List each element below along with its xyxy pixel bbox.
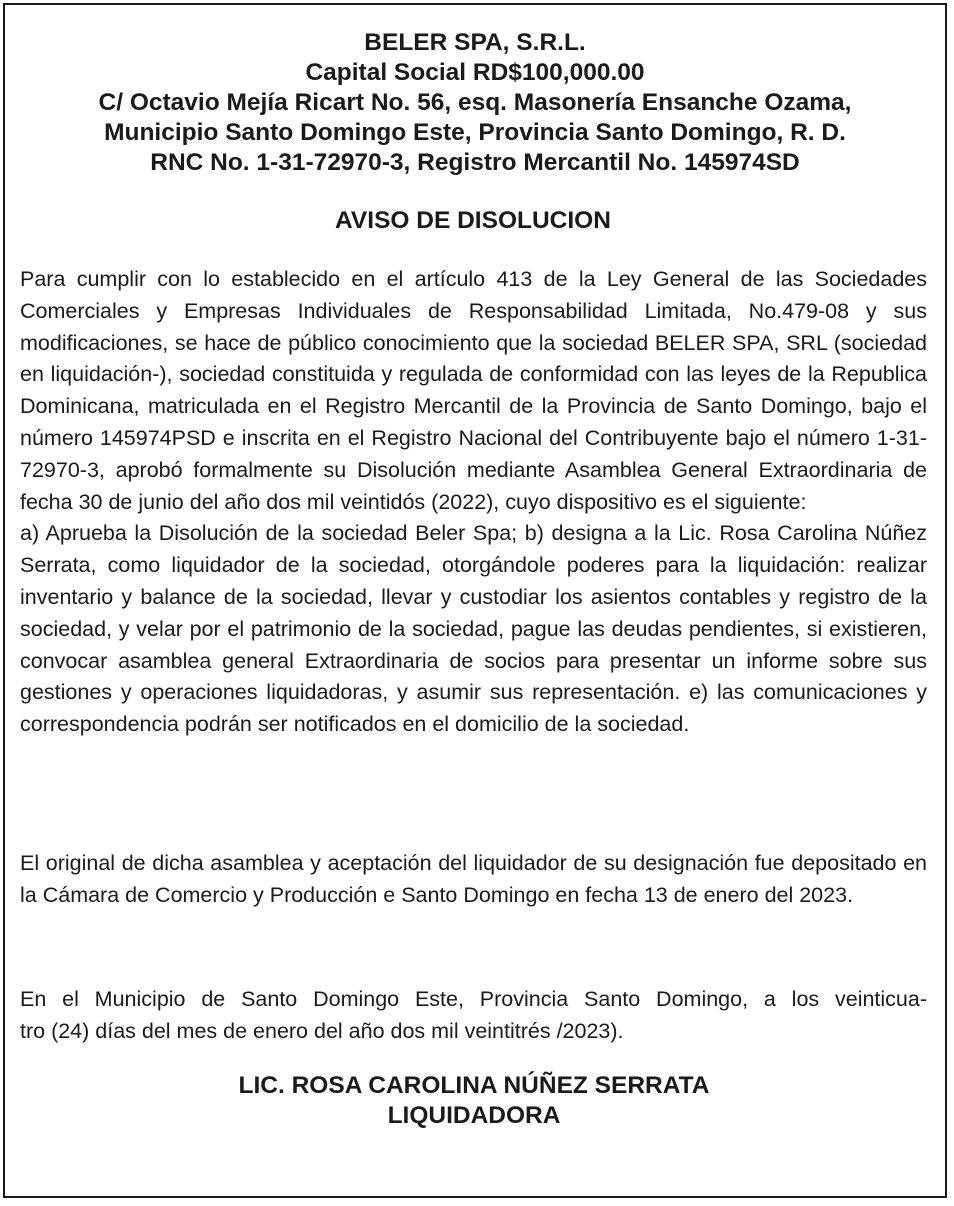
company-name: BELER SPA, S.R.L. bbox=[364, 29, 586, 56]
company-address-line1: C/ Octavio Mejía Ricart No. 56, esq. Masonería Ensanche Ozama, bbox=[98, 89, 852, 116]
paragraph-closing-line1: En el Municipio de Santo Domingo Este, Provincia Santo Domingo, a los veinticua- bbox=[20, 987, 927, 1011]
body-paragraph-1 bbox=[20, 264, 927, 741]
company-capital: Capital Social RD$100,000.00 bbox=[305, 59, 645, 86]
notice-title: AVISO DE DISOLUCION bbox=[335, 207, 611, 234]
paragraph-closing-line2: tro (24) días del mes de enero del año dos mil veintitrés /2023). bbox=[20, 1019, 624, 1043]
company-registry: RNC No. 1-31-72970-3, Registro Mercantil No. 145974SD bbox=[150, 149, 800, 176]
signature-block bbox=[0, 1071, 948, 1131]
paragraph-intro: Para cumplir con lo establecido en el artículo 413 de la Ley General de las Sociedades Comerciales y Empresas Individuales de Responsabilidad Limitada, No.479-08 y sus modificaciones, se hace de público conocimiento que la sociedad BELER SPA, SRL (sociedad en liquidación-), sociedad constituida y regulada de conformidad con las leyes de la Republica Dominicana, matriculada en el Registro Mercantil de la Provincia de Santo Domingo, bajo el número 145974PSD e inscrita en el Registro Nacional del Contribuyente bajo el número 1-31-72970-3, aprobó formalmente su Disolución mediante Asamblea General Extraordinaria de fecha 30 de junio del año dos mil veintidós (2022), cuyo dispositivo es el siguiente: bbox=[20, 267, 927, 514]
signatory-name: LIC. ROSA CAROLINA NÚÑEZ SERRATA bbox=[238, 1072, 710, 1099]
body-paragraph-2: El original de dicha asamblea y aceptación del liquidador de su designación fue depositado en la Cámara de Comercio y Producción e Santo Domingo en fecha 13 de enero del 2023. bbox=[20, 851, 927, 907]
paragraph-resolutions: a) Aprueba la Disolución de la sociedad Beler Spa; b) designa a la Lic. Rosa Carolina Núñez Serrata, como liquidador de la sociedad, otorgándole poderes para la liquidación: realizar inventario y balance de la sociedad, llevar y custodiar los asientos contables y registro de la sociedad, y velar por el patrimonio de la sociedad, pague las deudas pendientes, si existieren, convocar asamblea general Extraordinaria de socios para presentar un informe sobre sus gestiones y operaciones liquidadoras, y asumir sus representación. e) las comunicaciones y correspondencia podrán ser notificados en el domicilio de la sociedad. bbox=[20, 521, 927, 737]
company-header bbox=[0, 28, 950, 178]
body-paragraph-3 bbox=[20, 983, 927, 1047]
signatory-role: LIQUIDADORA bbox=[387, 1102, 561, 1129]
company-address-line2: Municipio Santo Domingo Este, Provincia Santo Domingo, R. D. bbox=[104, 119, 846, 146]
